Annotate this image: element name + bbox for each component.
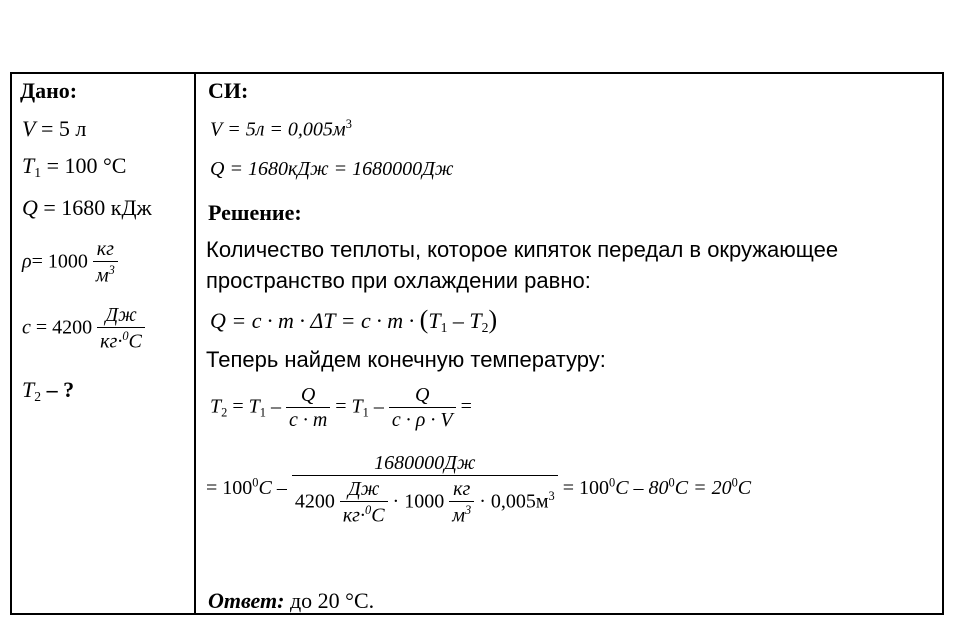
answer-line	[208, 588, 374, 614]
t2-subscript: 2	[34, 389, 42, 405]
tf-t1b-sub: 1	[362, 405, 369, 420]
solution-title: Решение:	[208, 200, 302, 225]
nc-den-unit-2	[449, 478, 474, 527]
heat-formula-t2: T	[469, 308, 482, 333]
t2-symbol: T	[22, 377, 35, 402]
t1-subscript: 1	[34, 165, 42, 181]
nc-tail-c: C = 20	[674, 477, 732, 500]
tf-fraction-1-num: Q	[300, 384, 316, 406]
volume-value: = 5 л	[40, 116, 87, 141]
nc-den-unit-2-power: 3	[464, 503, 472, 517]
tf-eq2: =	[330, 395, 352, 418]
tf-fraction-2-num: Q	[415, 384, 430, 406]
specific-heat-value: = 4200	[35, 316, 93, 339]
nc-lead-degree: 0	[252, 475, 259, 490]
given-volume	[22, 116, 86, 142]
nc-den-volume: · 0,005м	[479, 490, 549, 513]
tf-t2-sub: 2	[221, 405, 228, 420]
specific-heat-unit-denominator: кг·	[100, 330, 123, 353]
column-divider	[194, 72, 196, 615]
density-unit-power: 3	[108, 263, 115, 277]
nc-den-1000: · 1000	[392, 490, 445, 513]
nc-tail-a: = 100	[562, 477, 609, 500]
tf-eq1: =	[227, 395, 249, 418]
nc-lead-value: = 100	[206, 477, 253, 500]
nc-den-unit-1-den: кг·	[342, 504, 365, 527]
density-unit-denominator: м	[95, 264, 109, 287]
heat-formula-paren-open: (	[419, 305, 429, 334]
numeric-calculation	[206, 452, 751, 527]
unknown-query: – ?	[46, 377, 75, 402]
si-volume-power: 3	[345, 117, 352, 131]
given-unknown	[22, 377, 74, 405]
solution-text-1: Количество теплоты, которое кипяток передал в окружающее	[206, 237, 839, 262]
si-heat-conversion: = 1680кДж = 1680000Дж	[229, 158, 454, 180]
nc-lead	[206, 477, 287, 499]
heat-formula-paren-close: )	[488, 305, 498, 334]
si-volume-conversion: = 5л = 0,005м	[227, 118, 346, 141]
tf-t2: T	[210, 395, 222, 418]
si-volume-symbol: V	[210, 118, 223, 141]
heat-formula-t2-sub: 2	[481, 320, 489, 336]
nc-tail-deg2: 0	[668, 475, 675, 490]
nc-den-unit-2-num: кг	[453, 478, 471, 500]
solution-table	[10, 72, 944, 615]
nc-tail-deg3: 0	[731, 475, 738, 490]
tf-minus2: –	[368, 395, 389, 418]
solution-text-3: Теперь найдем конечную температуру:	[206, 347, 606, 372]
specific-heat-unit	[97, 304, 145, 353]
tf-minus: –	[265, 395, 286, 418]
nc-tail-d: C	[737, 477, 752, 500]
nc-lead-celsius: C –	[258, 477, 287, 500]
nc-tail-deg1: 0	[609, 475, 616, 490]
given-title: Дано:	[20, 78, 78, 103]
density-symbol: ρ	[22, 250, 32, 273]
temperature-formula	[210, 384, 472, 432]
tf-t1: T	[248, 395, 260, 418]
tf-fraction-2	[389, 384, 456, 432]
nc-denominator	[292, 475, 558, 527]
specific-heat-unit-degree: 0	[122, 329, 129, 343]
nc-den-unit-1-degree: 0	[365, 503, 372, 517]
given-specific-heat	[22, 304, 145, 353]
tf-fraction-2-den: c · ρ · V	[389, 407, 456, 432]
nc-den-volume-power: 3	[548, 488, 555, 503]
nc-big-fraction	[292, 452, 558, 527]
given-density	[22, 238, 118, 287]
density-value: = 1000	[31, 250, 88, 273]
specific-heat-symbol: c	[22, 316, 31, 339]
heat-formula	[210, 305, 497, 336]
heat-formula-t1: T	[428, 308, 441, 333]
answer-text: до 20 °C.	[284, 588, 375, 613]
answer-label: Ответ:	[208, 588, 285, 613]
density-unit	[93, 238, 118, 287]
density-unit-numerator: кг	[96, 238, 114, 260]
nc-tail	[563, 477, 751, 499]
nc-den-unit-1-celsius: C	[371, 504, 385, 527]
heat-value: = 1680 кДж	[43, 195, 152, 220]
si-title: СИ:	[208, 78, 249, 103]
given-heat	[22, 195, 152, 221]
given-t1	[22, 153, 126, 181]
nc-den-unit-2-den: м	[452, 504, 465, 527]
nc-den-unit-1-num: Дж	[348, 478, 380, 500]
specific-heat-unit-numerator: Дж	[105, 304, 137, 326]
t1-symbol: T	[22, 153, 35, 178]
heat-formula-main: Q = c · m · ΔT = c · m ·	[210, 308, 420, 333]
nc-tail-b: C – 80	[615, 477, 669, 500]
solution-text-2: пространство при охлаждении равно:	[206, 268, 591, 293]
si-volume-line	[210, 117, 352, 141]
t1-value: = 100 °C	[46, 153, 127, 178]
nc-den-unit-1	[340, 478, 388, 527]
heat-symbol: Q	[22, 195, 38, 220]
si-heat-symbol: Q	[210, 158, 225, 180]
heat-formula-minus: –	[447, 308, 470, 333]
tf-eq3: =	[455, 395, 472, 418]
tf-t1-sub: 1	[259, 405, 266, 420]
si-heat-line	[210, 158, 453, 181]
volume-symbol: V	[22, 116, 36, 141]
tf-fraction-1	[286, 384, 330, 432]
nc-numerator: 1680000Дж	[374, 452, 476, 474]
tf-t1b: T	[351, 395, 363, 418]
heat-formula-t1-sub: 1	[440, 320, 448, 336]
specific-heat-unit-celsius: C	[128, 330, 142, 353]
tf-fraction-1-den: c · m	[286, 407, 330, 432]
nc-den-4200: 4200	[294, 490, 335, 513]
